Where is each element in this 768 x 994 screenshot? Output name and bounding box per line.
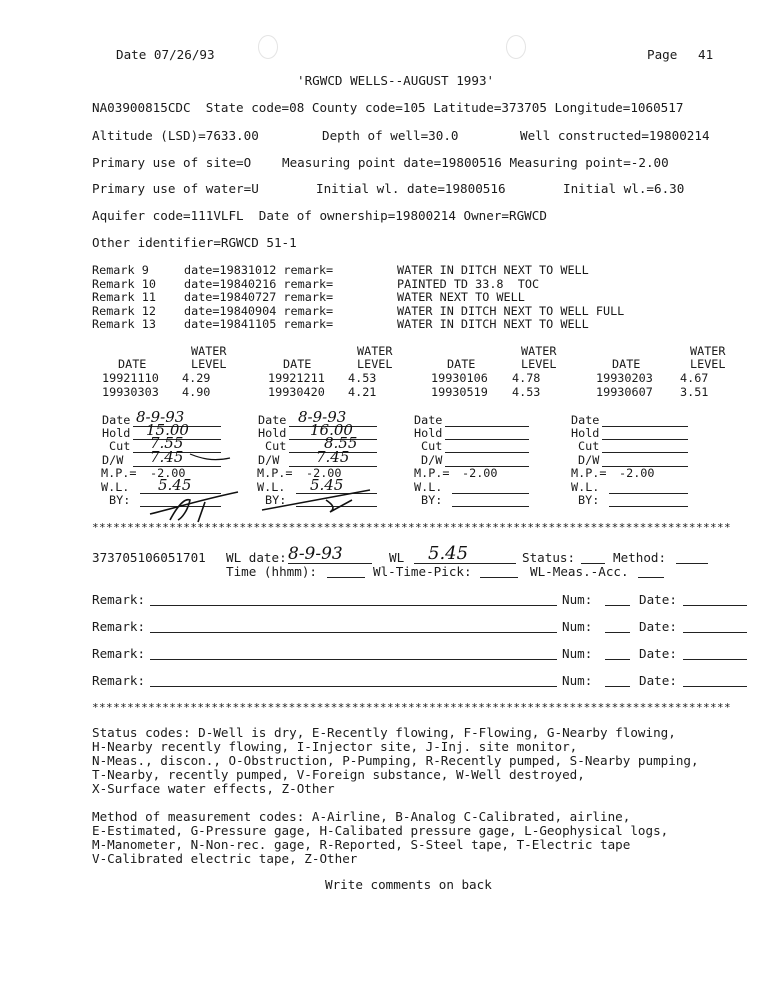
remark-date-input[interactable] bbox=[683, 632, 747, 633]
field-mp-label: M.P.= bbox=[414, 466, 450, 480]
other-identifier: Other identifier=RGWCD 51-1 bbox=[92, 235, 297, 250]
remark-num-label: Num: bbox=[562, 673, 593, 688]
handwritten-dw: 7.45 bbox=[150, 448, 184, 466]
table-cell-level: 4.78 bbox=[512, 371, 541, 385]
signature-stroke bbox=[326, 500, 352, 512]
handwritten-cut: 7.55 bbox=[150, 434, 184, 452]
field-by-label: BY: bbox=[421, 493, 443, 507]
table-cell-date: 19921110 bbox=[102, 371, 159, 385]
remark-line-label: Remark: bbox=[92, 592, 146, 607]
status-codes-line: N-Meas., discon., O-Obstruction, P-Pumping, R-Recently pumped, S-Nearby pumping, bbox=[92, 753, 699, 768]
remark-num-label: Num: bbox=[562, 619, 593, 634]
table-header-water: WATER bbox=[521, 344, 557, 358]
table-cell-level: 3.51 bbox=[680, 385, 709, 399]
field-mp-value: -2.00 bbox=[150, 466, 186, 480]
entry-wl-meas-acc-input[interactable] bbox=[638, 577, 664, 578]
table-cell-level: 4.29 bbox=[182, 371, 211, 385]
remark-date-label: Date: bbox=[639, 646, 677, 661]
remark-text: PAINTED TD 33.8 TOC bbox=[397, 277, 540, 291]
field-dw-label: D/W bbox=[258, 453, 280, 467]
table-header-level: LEVEL bbox=[357, 357, 393, 371]
remark-num-input[interactable] bbox=[605, 632, 630, 633]
remark-label: Remark 11 bbox=[92, 290, 156, 304]
method-codes-line: V-Calibrated electric tape, Z-Other bbox=[92, 851, 358, 866]
field-date-label: Date bbox=[258, 413, 287, 427]
remark-num-input[interactable] bbox=[605, 686, 630, 687]
strike-stroke bbox=[262, 490, 370, 510]
entry-method-input[interactable] bbox=[676, 563, 708, 564]
method-codes-line: M-Manometer, N-Non-rec. gage, R-Reported, S-Steel tape, T-Electric tape bbox=[92, 837, 631, 852]
handwritten-wl: 5.45 bbox=[310, 476, 344, 494]
initial-wl: Initial wl.=6.30 bbox=[563, 181, 685, 196]
field-by-label: BY: bbox=[109, 493, 131, 507]
entry-status-label: Status: bbox=[522, 550, 576, 565]
signature-stroke bbox=[170, 500, 190, 520]
remark-text: WATER IN DITCH NEXT TO WELL FULL bbox=[397, 304, 625, 318]
separator-line: ******************************************************************************************* bbox=[92, 522, 732, 533]
remark-label: Remark 9 bbox=[92, 263, 156, 277]
remark-date-label: Date: bbox=[639, 673, 677, 688]
handwritten-dw: 7.45 bbox=[316, 448, 350, 466]
remark-num-label: Num: bbox=[562, 592, 593, 607]
remark-line-input[interactable] bbox=[150, 686, 557, 687]
handwritten-hold: 16.00 bbox=[310, 421, 353, 439]
field-hold-label: Hold bbox=[414, 426, 443, 440]
signature-stroke bbox=[190, 454, 230, 460]
remark-line-label: Remark: bbox=[92, 619, 146, 634]
field-dw-label: D/W bbox=[421, 453, 443, 467]
field-by-label: BY: bbox=[265, 493, 287, 507]
table-cell-date: 19930303 bbox=[102, 385, 159, 399]
entry-site-id: 373705106051701 bbox=[92, 550, 206, 565]
site-info-line: NA03900815CDC State code=08 County code=105 Latitude=373705 Longitude=1060517 bbox=[92, 100, 684, 115]
entry-time-input[interactable] bbox=[327, 577, 365, 578]
remark-text: WATER IN DITCH NEXT TO WELL bbox=[397, 263, 589, 277]
status-codes-line: X-Surface water effects, Z-Other bbox=[92, 781, 335, 796]
field-mp-value: -2.00 bbox=[306, 466, 342, 480]
remark-line-input[interactable] bbox=[150, 659, 557, 660]
remark-date: date=19840904 remark= bbox=[184, 304, 334, 318]
remark-date-label: Date: bbox=[639, 619, 677, 634]
table-header-water: WATER bbox=[191, 344, 227, 358]
report-date: Date 07/26/93 bbox=[116, 47, 215, 62]
remark-date: date=19841105 remark= bbox=[184, 317, 334, 331]
remark-label: Remark 12 bbox=[92, 304, 156, 318]
field-wl-label: W.L. bbox=[571, 480, 600, 494]
remark-label: Remark 10 bbox=[92, 277, 156, 291]
handwritten-hold: 15.00 bbox=[146, 421, 189, 439]
table-header-date: DATE bbox=[283, 357, 312, 371]
signature-stroke bbox=[150, 492, 238, 514]
remark-date-input[interactable] bbox=[683, 659, 747, 660]
field-hold-label: Hold bbox=[258, 426, 287, 440]
field-dw-label: D/W bbox=[578, 453, 600, 467]
status-codes-line: Status codes: D-Well is dry, E-Recently flowing, F-Flowing, G-Nearby flowing, bbox=[92, 725, 676, 740]
remark-num-input[interactable] bbox=[605, 605, 630, 606]
primary-use-water: Primary use of water=U bbox=[92, 181, 259, 196]
handwritten-wl-date: 8-9-93 bbox=[288, 544, 343, 564]
field-mp-label: M.P.= bbox=[571, 466, 607, 480]
table-header-date: DATE bbox=[447, 357, 476, 371]
signature-stroke bbox=[198, 502, 205, 522]
table-header-level: LEVEL bbox=[690, 357, 726, 371]
field-mp-label: M.P.= bbox=[101, 466, 137, 480]
table-cell-date: 19921211 bbox=[268, 371, 325, 385]
field-mp-value: -2.00 bbox=[619, 466, 655, 480]
table-header-date: DATE bbox=[118, 357, 147, 371]
entry-wl-date-label: WL date: bbox=[226, 550, 287, 565]
table-header-water: WATER bbox=[690, 344, 726, 358]
entry-method-label: Method: bbox=[613, 550, 667, 565]
field-cut-label: Cut bbox=[265, 439, 287, 453]
field-wl-label: W.L. bbox=[414, 480, 443, 494]
entry-wl-time-pick-label: Wl-Time-Pick: bbox=[373, 564, 472, 579]
method-codes-line: E-Estimated, G-Pressure gage, H-Calibated pressure gage, L-Geophysical logs, bbox=[92, 823, 669, 838]
field-cut-label: Cut bbox=[109, 439, 131, 453]
entry-time-label: Time (hhmm): bbox=[226, 564, 317, 579]
method-codes-line: Method of measurement codes: A-Airline, B-Analog C-Calibrated, airline, bbox=[92, 809, 631, 824]
table-cell-date: 19930106 bbox=[431, 371, 488, 385]
field-cut-label: Cut bbox=[578, 439, 600, 453]
remark-num-input[interactable] bbox=[605, 659, 630, 660]
table-cell-date: 19930420 bbox=[268, 385, 325, 399]
table-header-date: DATE bbox=[612, 357, 641, 371]
initial-wl-date: Initial wl. date=19800516 bbox=[316, 181, 506, 196]
field-by-label: BY: bbox=[578, 493, 600, 507]
page-number: 41 bbox=[698, 47, 714, 62]
table-cell-level: 4.53 bbox=[512, 385, 541, 399]
remark-line-label: Remark: bbox=[92, 646, 146, 661]
handwritten-date: 8-9-93 bbox=[136, 408, 185, 426]
field-hold-label: Hold bbox=[102, 426, 131, 440]
field-dw-label: D/W bbox=[102, 453, 124, 467]
field-mp-label: M.P.= bbox=[257, 466, 293, 480]
primary-use-site: Primary use of site=O bbox=[92, 155, 252, 170]
field-wl-label: W.L. bbox=[257, 480, 286, 494]
remark-text: WATER NEXT TO WELL bbox=[397, 290, 525, 304]
field-date-label: Date bbox=[414, 413, 443, 427]
remark-date-input[interactable] bbox=[683, 605, 747, 606]
entry-wl-label: WL bbox=[389, 550, 405, 565]
separator-line: ******************************************************************************************* bbox=[92, 702, 732, 713]
field-hold-label: Hold bbox=[571, 426, 600, 440]
field-date-label: Date bbox=[102, 413, 131, 427]
remark-text: WATER IN DITCH NEXT TO WELL bbox=[397, 317, 589, 331]
field-mp-value: -2.00 bbox=[462, 466, 498, 480]
remark-line-input[interactable] bbox=[150, 605, 557, 606]
field-date-label: Date bbox=[571, 413, 600, 427]
remark-date: date=19840216 remark= bbox=[184, 277, 334, 291]
table-cell-date: 19930203 bbox=[596, 371, 653, 385]
field-cut-label: Cut bbox=[421, 439, 443, 453]
table-cell-date: 19930519 bbox=[431, 385, 488, 399]
remark-date: date=19840727 remark= bbox=[184, 290, 334, 304]
remark-date-label: Date: bbox=[639, 592, 677, 607]
table-header-water: WATER bbox=[357, 344, 393, 358]
status-codes-line: T-Nearby, recently pumped, V-Foreign substance, W-Well destroyed, bbox=[92, 767, 585, 782]
table-header-level: LEVEL bbox=[191, 357, 227, 371]
page-label: Page bbox=[647, 47, 678, 62]
entry-wl-meas-acc-label: WL-Meas.-Acc. bbox=[530, 564, 629, 579]
footer-note: Write comments on back bbox=[325, 877, 492, 892]
remark-date: date=19831012 remark= bbox=[184, 263, 334, 277]
depth-of-well: Depth of well=30.0 bbox=[322, 128, 459, 143]
remark-line-input[interactable] bbox=[150, 632, 557, 633]
handwritten-date: 8-9-93 bbox=[298, 408, 347, 426]
table-cell-level: 4.53 bbox=[348, 371, 377, 385]
remark-num-label: Num: bbox=[562, 646, 593, 661]
status-codes-line: H-Nearby recently flowing, I-Injector site, J-Inj. site monitor, bbox=[92, 739, 578, 754]
entry-wl-time-pick-input[interactable] bbox=[480, 577, 518, 578]
remark-date-input[interactable] bbox=[683, 686, 747, 687]
remark-label: Remark 13 bbox=[92, 317, 156, 331]
table-cell-level: 4.90 bbox=[182, 385, 211, 399]
table-cell-date: 19930607 bbox=[596, 385, 653, 399]
handwritten-wl-value: 5.45 bbox=[428, 543, 469, 564]
handwritten-wl: 5.45 bbox=[158, 476, 192, 494]
table-cell-level: 4.21 bbox=[348, 385, 377, 399]
report-title: 'RGWCD WELLS--AUGUST 1993' bbox=[297, 73, 495, 88]
well-constructed: Well constructed=19800214 bbox=[520, 128, 710, 143]
table-cell-level: 4.67 bbox=[680, 371, 709, 385]
table-header-level: LEVEL bbox=[521, 357, 557, 371]
altitude: Altitude (LSD)=7633.00 bbox=[92, 128, 259, 143]
remark-line-label: Remark: bbox=[92, 673, 146, 688]
field-wl-label: W.L. bbox=[101, 480, 130, 494]
aquifer-ownership: Aquifer code=111VLFL Date of ownership=19800214 Owner=RGWCD bbox=[92, 208, 547, 223]
measuring-point: Measuring point date=19800516 Measuring point=-2.00 bbox=[282, 155, 669, 170]
handwritten-cut: 8.55 bbox=[324, 434, 358, 452]
